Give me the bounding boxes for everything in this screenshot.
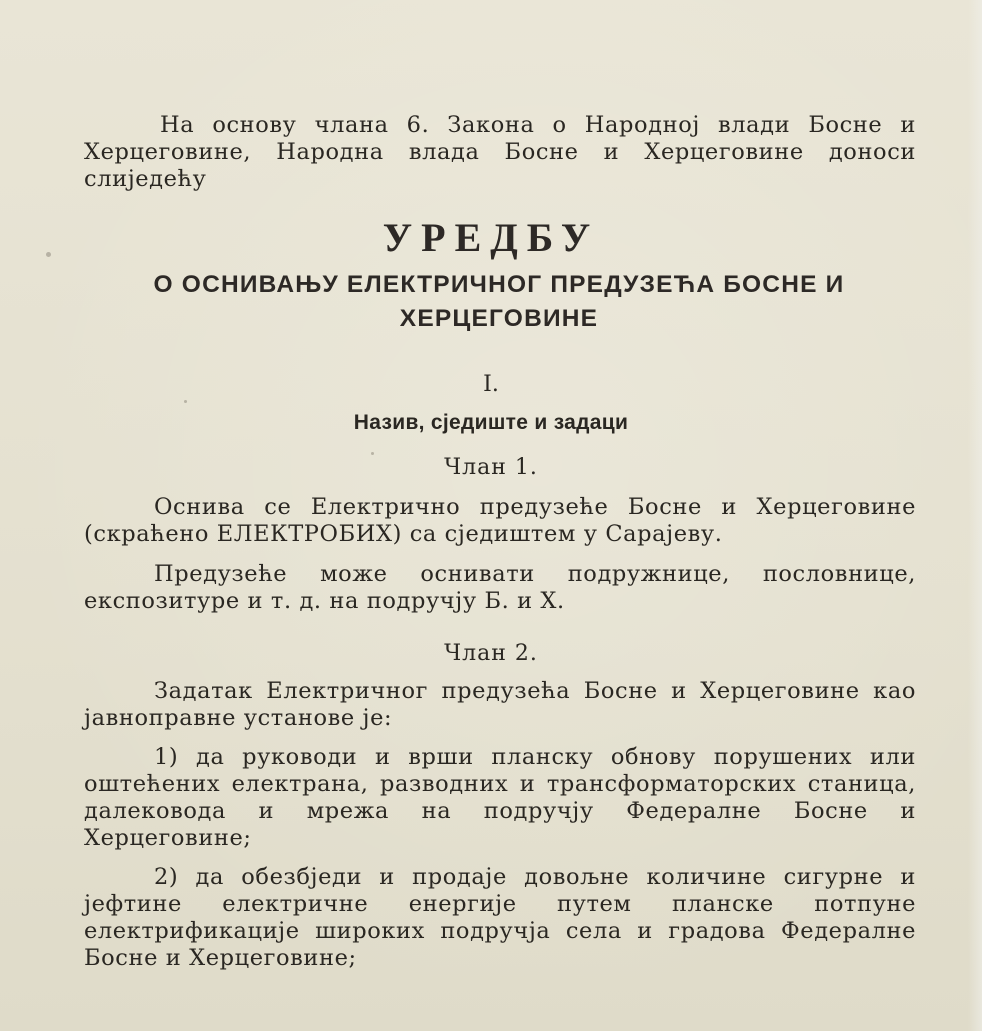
- page-edge: [968, 0, 982, 1031]
- article-1-paragraph-2: Предузеће може оснивати подружнице, пословнице, експозитуре и т. д. на подручју Б. и Х.: [84, 561, 916, 614]
- intro-paragraph-block: [84, 112, 916, 193]
- article-1-body: [84, 494, 916, 628]
- document-subtitle: О ОСНИВАЊУ ЕЛЕКТРИЧНОГ ПРЕДУЗЕЋА БОСНЕ И ХЕРЦЕГОВИНЕ: [153, 271, 845, 332]
- article-2-body: [84, 678, 916, 984]
- article-2-paragraph-1: Задатак Електричног предузећа Босне и Херцеговине као јавноправне установе је:: [84, 678, 916, 731]
- document-title: УРЕДБУ: [382, 215, 600, 260]
- section-number: I.: [483, 372, 499, 397]
- article-2-heading: Члан 2.: [444, 641, 538, 666]
- paper-speck: [184, 400, 187, 403]
- article-2-paragraph-2: 1) да руководи и врши планску обнову порушених или оштећених електрана, разводних и трансформаторских станица, далековода и мрежа на подручју Федералне Босне и Херцеговине;: [84, 744, 916, 851]
- article-1-paragraph-1: Оснива се Електрично предузеће Босне и Херцеговине (скраћено ЕЛЕКТРОБИХ) са сједиштем у Сарајеву.: [84, 494, 916, 547]
- article-1-heading: Члан 1.: [444, 455, 538, 480]
- intro-paragraph: На основу члана 6. Закона о Народној влади Босне и Херцеговине, Народна влада Босне и Херцеговине доноси слиједећу: [84, 112, 916, 192]
- article-2-paragraph-3: 2) да обезбједи и продаје довољне количине сигурне и јефтине електричне енергије путем планске потпуне електрификације широких подручја села и градова Федералне Босне и Херцеговине;: [84, 864, 916, 971]
- section-title: Назив, сједиште и задаци: [353, 411, 629, 434]
